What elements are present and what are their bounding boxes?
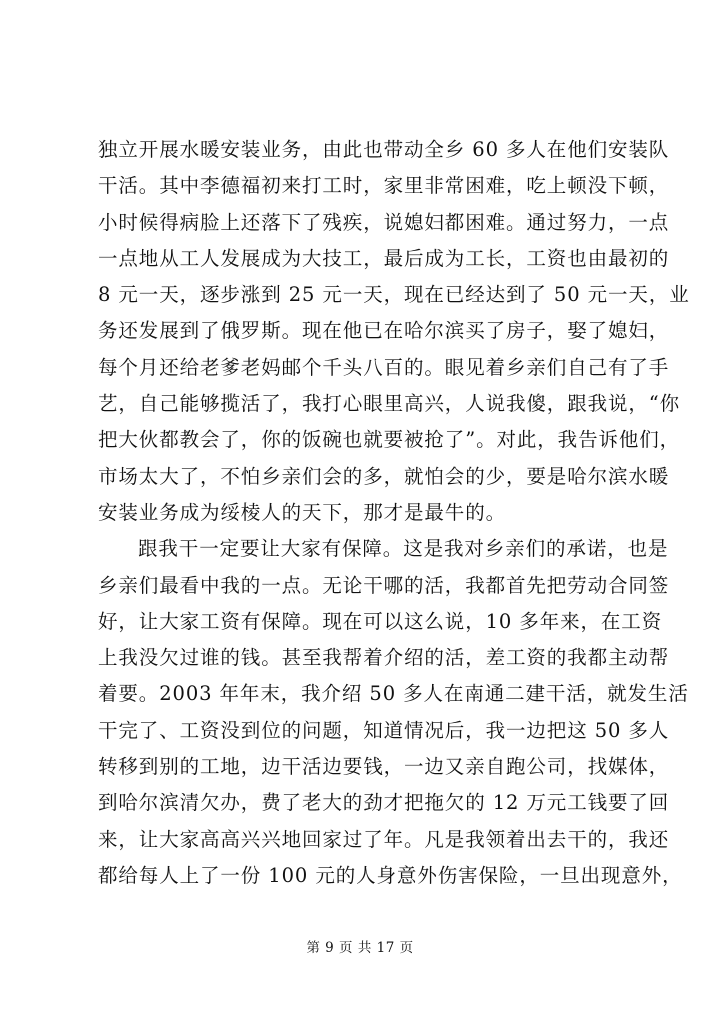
text-line: 市场太大了，不怕乡亲们会的多，就怕会的少，要是哈尔滨水暖: [98, 464, 670, 488]
page-number-footer: 第 9 页 共 17 页: [306, 940, 414, 956]
text-line: 一点地从工人发展成为大技工，最后成为工长，工资也由最初的: [98, 246, 670, 270]
text-line: 独立开展水暖安装业务，由此也带动全乡 60 多人在他们安装队: [98, 138, 670, 161]
text-line: 到哈尔滨清欠办，费了老大的劲才把拖欠的 12 万元工钱要了回: [98, 791, 670, 815]
text-line: 8 元一天，逐步涨到 25 元一天，现在已经达到了 50 元一天，业: [98, 283, 690, 307]
text-line: 乡亲们最看中我的一点。无论干哪的活，我都首先把劳动合同签: [98, 573, 670, 597]
paragraph-end-line: 安装业务成为绥棱人的天下，那才是最牛的。: [98, 500, 507, 524]
paragraph-start-line: 跟我干一定要让大家有保障。这是我对乡亲们的承诺，也是: [138, 537, 669, 561]
text-line: 着要。2003 年年末，我介绍 50 多人在南通二建干活，就发生活: [98, 682, 689, 706]
text-line: 干活。其中李德福初来打工时，家里非常困难，吃上顿没下顿，: [98, 174, 670, 198]
text-line: 艺，自己能够揽活了，我打心眼里高兴，人说我傻，跟我说，“你: [98, 392, 681, 416]
body-text: [98, 132, 690, 894]
text-line: 务还发展到了俄罗斯。现在他已在哈尔滨买了房子，娶了媳妇，: [98, 319, 670, 343]
text-line: 每个月还给老爹老妈邮个千头八百的。眼见着乡亲们自己有了手: [98, 355, 670, 379]
text-line: 小时候得病脸上还落下了残疾，说媳妇都困难。通过努力，一点: [98, 210, 670, 234]
text-line: 好，让大家工资有保障。现在可以这么说，10 多年来，在工资: [98, 609, 663, 633]
text-line: 把大伙都教会了，你的饭碗也就要被抢了”。对此，我告诉他们，: [98, 428, 681, 452]
text-line: 来，让大家高高兴兴地回家过了年。凡是我领着出去干的，我还: [98, 827, 670, 851]
text-line: 转移到别的工地，边干活边要钱，一边又亲自跑公司，找媒体，: [98, 755, 670, 779]
text-line: 都给每人上了一份 100 元的人身意外伤害保险，一旦出现意外，: [98, 863, 683, 887]
text-line: 上我没欠过谁的钱。甚至我帮着介绍的活，差工资的我都主动帮: [98, 646, 670, 670]
text-line: 干完了、工资没到位的问题，知道情况后，我一边把这 50 多人: [98, 718, 670, 742]
